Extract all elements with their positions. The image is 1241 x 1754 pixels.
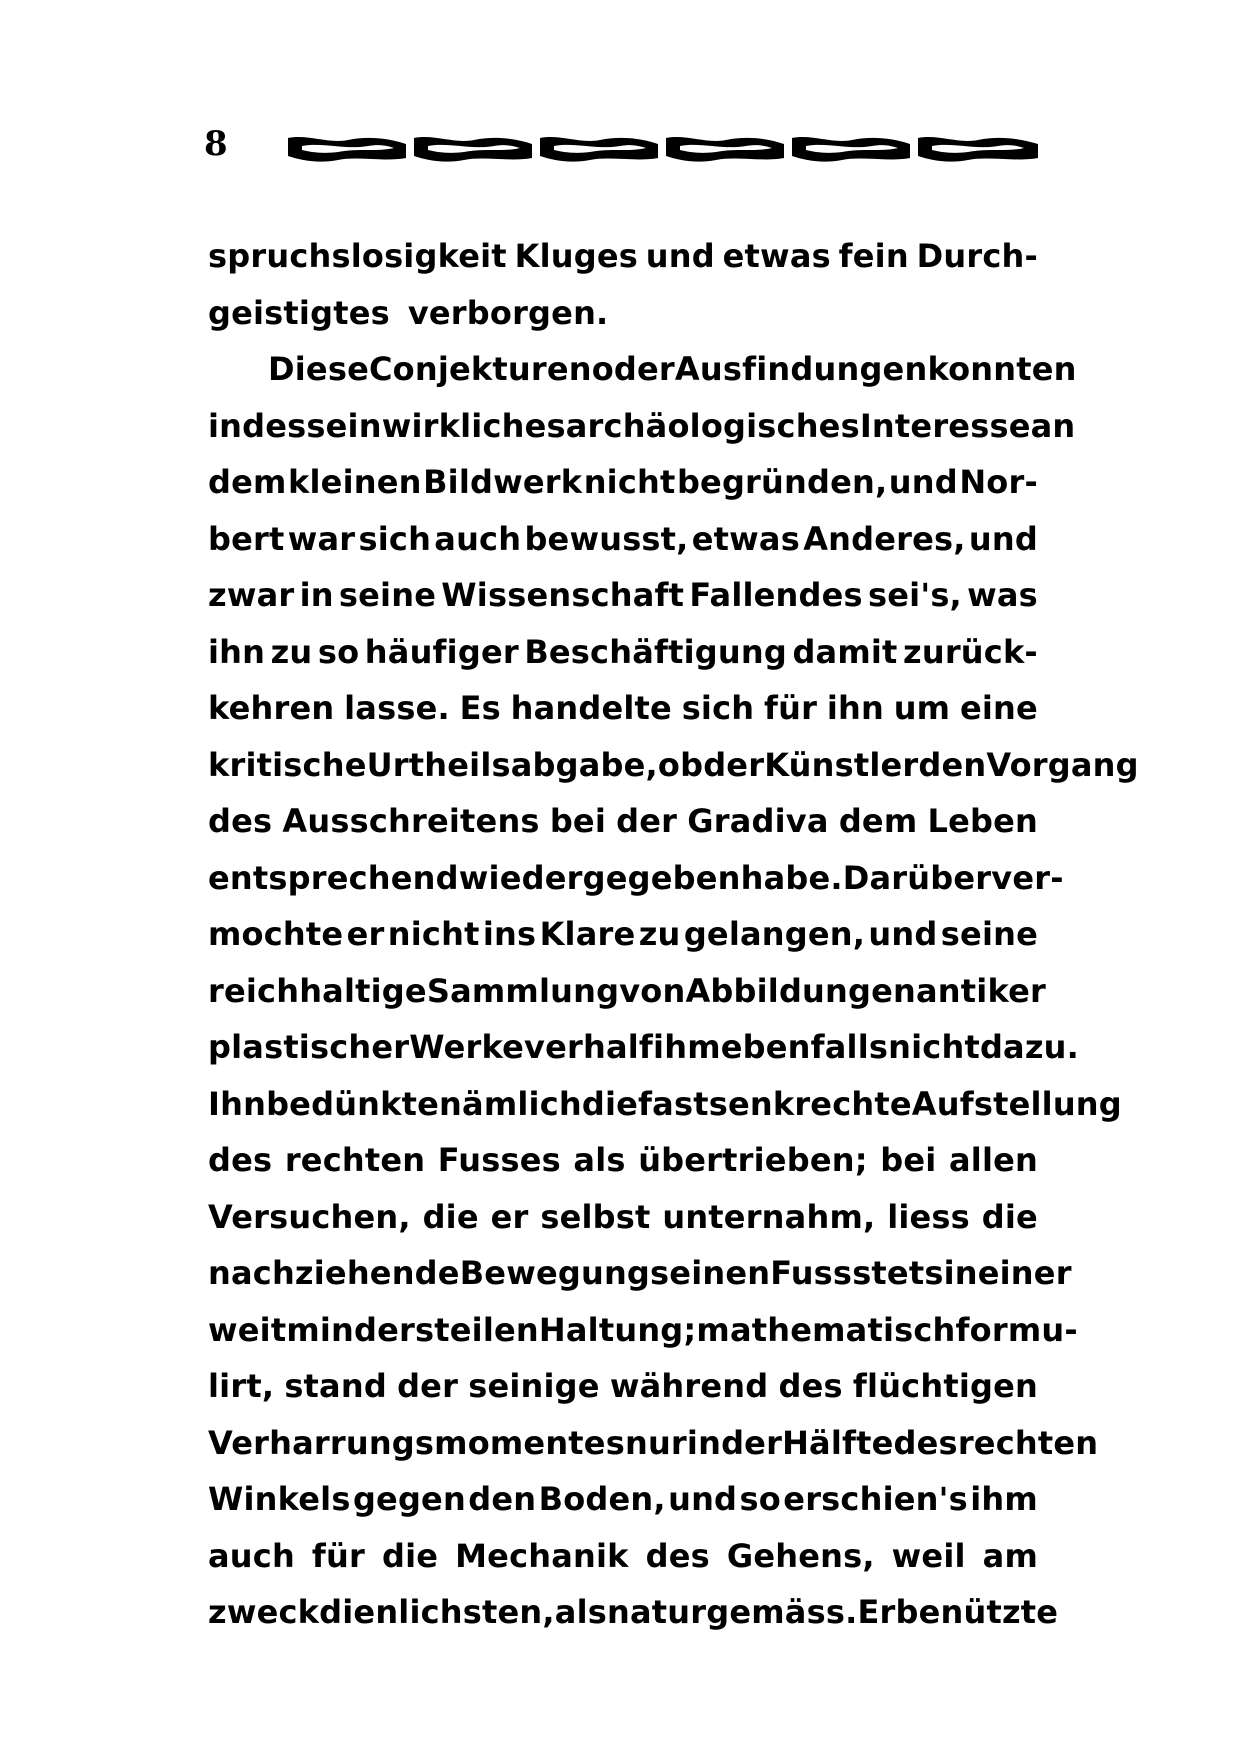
word: Kluges [514, 237, 638, 275]
word: Conjekturen [368, 350, 592, 388]
word: während [609, 1367, 769, 1405]
word: verhalf [524, 1028, 654, 1066]
word: dem [838, 802, 918, 840]
word: ihn [826, 689, 884, 727]
word: die [422, 1197, 479, 1236]
word: verborgen. [407, 293, 609, 332]
word: Mechanik [455, 1536, 629, 1575]
page-header [204, 124, 1038, 168]
word: Es [459, 689, 501, 727]
word: sich [358, 519, 432, 558]
word: Wissenschaft [441, 576, 685, 614]
word: plastischer [208, 1028, 410, 1066]
word: einer [977, 1254, 1072, 1292]
word: ebenfalls [720, 1028, 889, 1066]
word: senkrechte [708, 1084, 912, 1123]
word: des [645, 1536, 710, 1575]
word: Ihn [208, 1084, 267, 1123]
word: fein [838, 237, 909, 275]
word: Durch- [916, 237, 1038, 275]
word: lasse. [344, 689, 450, 727]
word: des [208, 802, 273, 840]
word: den [468, 1480, 537, 1518]
wave-ornament-icon [288, 134, 1038, 164]
word: Bewegung [459, 1254, 651, 1292]
word: etwas [722, 237, 831, 275]
word: in [943, 1254, 978, 1292]
word: indess [208, 406, 326, 445]
word: Nor- [959, 463, 1038, 501]
word: als [573, 1141, 626, 1179]
word: damit [792, 632, 898, 671]
word: übertrieben; [638, 1141, 868, 1179]
word: Diese [268, 350, 369, 388]
word: Hälfte [782, 1423, 894, 1462]
word: minder [286, 1310, 416, 1349]
text-line [208, 511, 1038, 568]
word: ihm [653, 1028, 721, 1066]
word: allen [948, 1141, 1038, 1179]
word: liess [887, 1197, 970, 1236]
word: rechten [957, 1423, 1099, 1462]
word: ein [325, 406, 382, 445]
word: kritische [208, 745, 367, 784]
word: Fuss [770, 1254, 853, 1292]
word: formu- [955, 1310, 1078, 1349]
text-line [208, 624, 1038, 681]
word: des [208, 1141, 273, 1179]
word: Versuchen, [208, 1197, 411, 1236]
word: nachziehende [208, 1254, 460, 1292]
text-line [208, 963, 1046, 1020]
word: von [619, 971, 686, 1010]
word: und [888, 463, 958, 501]
word: Gehens, [726, 1536, 875, 1575]
word: spruchslosigkeit [208, 237, 507, 275]
word: wiedergegeben [458, 858, 741, 897]
text-line [208, 850, 1064, 907]
text-line [208, 737, 1139, 794]
word: Interesse [859, 406, 1031, 445]
word: und [668, 1480, 738, 1518]
word: ver- [991, 858, 1064, 897]
word: eine [959, 689, 1038, 727]
word: für [311, 1536, 365, 1575]
word: die [581, 1084, 639, 1123]
word: begründen, [676, 463, 888, 501]
word: Vorgang [986, 745, 1139, 784]
word: an [1030, 406, 1076, 445]
word: nämlich [439, 1084, 582, 1123]
word: dazu. [979, 1028, 1080, 1066]
text-line [208, 906, 1038, 963]
word: unternahm, [662, 1197, 876, 1236]
text-line [208, 1471, 1038, 1528]
word: flüchtigen [852, 1367, 1038, 1405]
word: wirkliches [381, 406, 566, 445]
word: fast [638, 1084, 709, 1123]
word: mathematisch [696, 1310, 956, 1349]
word: selbst [540, 1197, 651, 1236]
word: Klare [539, 915, 636, 953]
word: sei's, [868, 576, 962, 614]
word: bei [549, 802, 607, 840]
word: so [739, 1480, 781, 1518]
word: in [686, 1423, 722, 1462]
word: entsprechend [208, 858, 459, 897]
word: und [868, 915, 938, 953]
word: weil [891, 1536, 966, 1575]
text-line [208, 1132, 1038, 1189]
word: und [645, 237, 715, 275]
word: Darüber [842, 858, 992, 897]
word: Gradiva [687, 802, 829, 840]
text-line [208, 1415, 1099, 1472]
word: lirt, [208, 1367, 275, 1405]
word: kehren [208, 689, 335, 727]
word: Boden, [538, 1480, 666, 1518]
text-line [208, 567, 1038, 624]
word: mochte [208, 915, 344, 953]
word: des [778, 1367, 843, 1405]
word: die [981, 1197, 1038, 1236]
text-line [208, 228, 1038, 285]
text-line [208, 680, 1038, 737]
word: Anderes, [803, 519, 966, 558]
word: den [918, 745, 987, 784]
word: Urtheilsabgabe, [366, 745, 658, 784]
word: dem [208, 463, 287, 501]
word: als [554, 1593, 607, 1631]
word: naturgemäss. [607, 1593, 858, 1631]
word: ihm [970, 1480, 1038, 1518]
word: Werke [409, 1028, 525, 1066]
word: Fusses [437, 1141, 561, 1179]
text-line [208, 398, 1076, 455]
text-line [208, 1302, 1078, 1359]
word: und [968, 519, 1038, 558]
word: erschien's [783, 1480, 968, 1518]
word: seine [940, 915, 1038, 953]
word: so [317, 632, 360, 671]
word: ihn [208, 632, 266, 671]
word: stand [284, 1367, 387, 1405]
text-line [208, 1528, 1038, 1585]
word: ins [482, 915, 537, 953]
word: häufiger [364, 632, 519, 671]
word: Er [857, 1593, 896, 1631]
word: Aufstellung [911, 1084, 1122, 1123]
word: Beschäftigung [524, 632, 787, 671]
word: archäologisches [565, 406, 860, 445]
word: zu [638, 915, 681, 953]
word: zwar [208, 576, 295, 614]
word: die [381, 1536, 439, 1575]
word: er [346, 915, 385, 953]
word: Haltung; [538, 1310, 697, 1349]
text-line [208, 1076, 1122, 1133]
word: konnten [927, 350, 1077, 388]
word: nicht [387, 915, 480, 953]
word: nicht [888, 1028, 980, 1066]
word: um [893, 689, 951, 727]
word: oder [591, 350, 675, 388]
word: Winkels [208, 1480, 351, 1518]
word: seinige [468, 1367, 600, 1405]
word: für [764, 689, 818, 727]
text-line [208, 1358, 1038, 1415]
body-text [208, 228, 1139, 1641]
word: sich [681, 689, 755, 727]
word: auch [434, 519, 522, 558]
text-line [208, 1245, 1072, 1302]
word: nur [624, 1423, 687, 1462]
word: der [721, 1423, 783, 1462]
word: der [397, 1367, 459, 1405]
word: reichhaltige [208, 971, 427, 1010]
word: gelangen, [683, 915, 866, 953]
word: Leben [927, 802, 1038, 840]
word: kleinen [288, 463, 422, 501]
word: gegen [352, 1480, 466, 1518]
word: antiker [916, 971, 1046, 1010]
word: Abbildungen [685, 971, 917, 1010]
word: etwas [691, 519, 800, 558]
text-line [208, 341, 1077, 398]
word: Ausschreitens [282, 802, 540, 840]
word: nicht [583, 463, 676, 501]
word: handelte [510, 689, 672, 727]
word: habe. [740, 858, 843, 897]
word: zu [270, 632, 313, 671]
word: seinen [650, 1254, 771, 1292]
text-line [208, 793, 1038, 850]
word: rechten [284, 1141, 426, 1179]
word: Verharrungsmomentes [208, 1423, 625, 1462]
word: bert [208, 519, 285, 558]
word: seine [338, 576, 437, 614]
word: steilen [415, 1310, 539, 1349]
word: weit [208, 1310, 287, 1349]
word: stets [852, 1254, 944, 1292]
text-line [208, 1019, 1080, 1076]
word: Künstler [764, 745, 919, 784]
text-line [208, 285, 1038, 342]
word: Ausfindungen [674, 350, 928, 388]
word: am [982, 1536, 1038, 1575]
word: der [616, 802, 678, 840]
word: ob [657, 745, 704, 784]
word: er [490, 1197, 529, 1236]
word: zweckdienlichsten, [208, 1593, 555, 1631]
word: was [967, 576, 1038, 614]
word: bewusst, [524, 519, 689, 558]
word: Bildwerk [423, 463, 583, 501]
word: in [299, 576, 334, 614]
text-line [208, 1584, 1059, 1641]
text-line [208, 454, 1038, 511]
word: bei [880, 1141, 937, 1179]
word: benützte [895, 1593, 1059, 1631]
word: war [287, 519, 356, 558]
word: auch [208, 1536, 295, 1575]
word: Sammlung [426, 971, 620, 1010]
word: des [893, 1423, 958, 1462]
word: zurück- [903, 632, 1038, 671]
word: geistigtes [208, 293, 390, 332]
page-number: 8 [204, 124, 228, 164]
word: bedünkte [266, 1084, 440, 1123]
word: Fallendes [689, 576, 863, 614]
word: der [703, 745, 765, 784]
text-line [208, 1189, 1038, 1246]
